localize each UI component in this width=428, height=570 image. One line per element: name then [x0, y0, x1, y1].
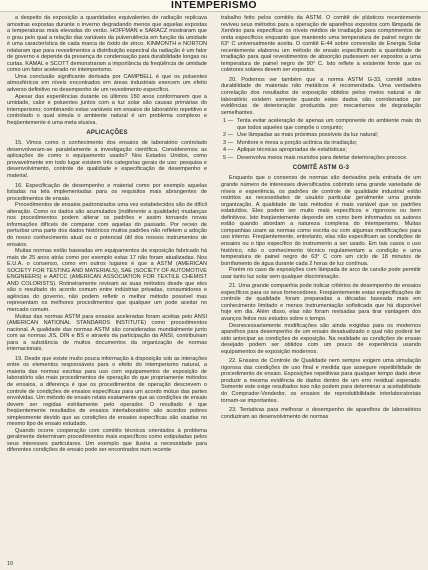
list-number: 4 — [223, 147, 234, 154]
list-text: Monitore e mexa a porção actínica da irradiação; [237, 139, 358, 146]
paragraph: Porém no caso de exposições com lâmpada de arco de carvão pode permitir usar tanto luz solar sem qualquer discriminação. [221, 267, 421, 280]
list-item [221, 132, 421, 139]
list-number: 5 — [223, 154, 234, 161]
paragraph: Quando ocorre cooperação com comitês técnicos orientados à problema geralmente determinam procedimentos mais específicos como estipuladas pelos seus interesses particulares. Um exemplo que ilustra a necessidade para diferentes condições de ensaio pode ser encontrados num recente [7, 427, 207, 454]
paragraph: Desnecessariamente modificações são ainda exigidas para os modernos aparelhos para desempenho de um ensaio desatualizado o qual não poderá ter sido antecipar as condições de exposição. Na realidade as condições de ensaio desejado podem ser obtidos com um pouco de experiência usando equipamentos de exposição modernos. [221, 322, 421, 355]
page-number: 10 [7, 561, 14, 567]
list-number: 3 — [223, 139, 234, 146]
list-item [221, 118, 421, 131]
paragraph: a despeito da exposição a quantidades equivalentes de radiação replicava amostras expostas durante o inverno degradando menos que aquelas expostas a temperaturas mais elevadas do verão. HOFFMAN e SARACZ mostraram que o grau pelo qual a relação das variáveis da pulverulência em função da umidade é uma característica de cada marca de óxido de zinco. KINMONTH e NORTON relataram que para revestimentos a distribuição espectral da radiação é um fator de governo e depende da presença de condensação para durabilidade longas ou curtas. KAMAL e SCOTT demonstraram a importância da freqüência de umidade como um fator acelerado no intemperismo. [7, 15, 207, 74]
list-number: 2 — [223, 132, 234, 139]
paragraph: 20. Podemos ver também que a norma ASTM G-33, comitê sobre durabilidade de materiais não metálicos é recomendada. Uma verdadeira correlação dos resultados de exposição obtidos pelos meios natural e de laboratório existem somente quando estes dados são corroborados por evidências de deterioração produzida por mecanismos de degradação semelhantes. [221, 76, 421, 116]
list-item [221, 155, 421, 162]
section-heading: COMITÊ ASTM G-3 [292, 165, 350, 172]
list-text: Use lâmpadas as mais próximas possíveis da luz natural; [237, 132, 379, 139]
section-heading: APLICAÇÕES [86, 130, 128, 137]
list-text: Tenta evitar aceleração de apenas um componente do ambiente mais do que todos aqueles que compõe o conjunto; [237, 118, 421, 131]
left-column [7, 15, 207, 563]
paragraph: Apesar das experiências durante os últimos 150 anos conformarem que a umidade, calor e poluentes juntos com a luz solar são causas primárias do intemperismo; combinando estas variáveis em ensaios de laboratório repetitivo e controlado o qual simula o ambiente natural é um problema complexo e freqüentemente é uma meta elusiva. [7, 93, 207, 126]
right-column [221, 15, 421, 563]
paragraph: Uma conclusão significante derivada por CAMPBELL é que os poluentes atmosféricos em níveis encontrados em áreas industriais exercem um efeito adverso definitivo no desempenho de um revestimento específico. [7, 73, 207, 94]
list-number: 1 — [223, 118, 234, 125]
paragraph: trabalho feito pelos comitês da ASTM. O comitê de plásticos recentemente reviveu seus métodos para a operação de aparelhos expostos com lâmpada de Xenônio para especificar os níveis médios de irradiação para comprimentos de onda específicos enquanto que mantendo uma temperatura de painel negro de 63° C universalmente aceita. O comitê E-44 sobre conversão de Energia Solar recentemente elaborou um método de ensaio especificando a quantidade de irradiação para qual revestimentos de absorção pudessem ser expostos a uma temperatura de painel negro de 90° C. Isto reflete a existente fonte que os coletores solares devem ser expostos. [221, 15, 421, 74]
paragraph: 15. Vimos como o conhecimento dos ensaios de laboratório controlado desenvolveram-se paralelamente a investigação científica. Consideremos as aplicações de como o equipamento usado? Nos Estados Unidos, como provavelmente em todo lugar existem três categorias gerais de uso: pesquisa e desenvolvimento, controle de qualidade e especificação de desempenho e material. [7, 140, 207, 180]
paragraph: Procedimentos de ensaios padronizados uma vez estabelecidos são de difícil alteração. Como os dados são acumulados (indiferente a qualidade) mudanças nos procedimentos podem alterar os padrões e assim tornando novas informações difíceis de comparar com aquelas do passado. Por receio de perturbar uma parte dos dados históricos muitos padrões não refletem a adoção do nosso conhecimento atual ou o potencial útil dos nossos instrumentos de ensaios. [7, 202, 207, 248]
paragraph: 21. Uma grande companhia pode indicar critérios de desempenho de ensaios específicos para os seus fornecedores. Freqüentemente estas especificações de controle de qualidade foram preparadas a décadas baseada mais em conhecimento limitado e menos instrumentação sofisticada que há disponível hoje em dia. Além disso, elas não foram revisadas para tirar vantagem dos avanços feitos nos estudos sobre o tempo. [221, 283, 421, 322]
list-item [221, 147, 421, 154]
list-item [221, 140, 421, 147]
paragraph: 23. Tentativas para melhorar o desempenho de aparelhos de laboratórios conduziram ao desenvolvimento de normas [221, 407, 421, 420]
paragraph: 19. Desde que existe muito pouca informação à disposição sob as interações entre os elementos responsáveis para o efeito do intemperismo natural, a maioria das normas escritas para uso com equipamentos de exposição de laboratório são mais procedimentos de operação do que propriamente métodos de ensaios, a diferença é que os procedimentos de operação descrevem o controle de condições de ensaios específicas para um acordo mútuo das partes envolvidas. Um método de ensaio relata exatamente que as condições de ensaio devem ser regidas estritamente pelo operador. O resultado é que freqüentemente resultados de ensaios interlaboratório são acordos pobres simplesmente devido que as condições de ensaios específicas são usadas no mesmo tipo de ensaio estudado. [7, 355, 207, 428]
numbered-list [221, 118, 421, 161]
list-text: Desenvolva meios mais reunidos para detetar deteriorações precoce. [237, 154, 408, 161]
paragraph: 22. Ensaios de Controle de Qualidade nem sempre exigem uma simulação rigorosa das condições de uso final e medida que assegure repetibilidade de procedimento de ensaio. Exposições repetitivas para qualquer tempo dado deve produzir a mesma evidência de dados dentro de um erro residual esperado. Somente este exige resultados isso não podem para determinar a aceitabilidade do Comprador-Vendedor, os ensaios de reprodutibilidade interlaboratoriais tornam-se importantes. [221, 358, 421, 404]
paragraph: Enquanto que o consenso de normas são derivados pela entrada de um grande número de interesses diversificados cobrindo uma grande variedade de níveis e experiência, os padrões de controle de qualidade industrial estão restritos as necessidades de usuário particular geralmente uma grande organização. A qualidade de tais métodos é mais variável que os padrões estatuídos. Eles podem ser muito mais específicos e rigorosos ou bem definitivos. Isto freqüentemente depende em como bem informados os autores estão quando abordam a natureza complexa do intemperismo. Muitas companhias usam as normas como escrita ou com algumas modificações para uso interno. Freqüentemente, entretanto, elas não especificam as condições de ensaios ou o tipo específico do instrumento a ser usado. Em tais casos o uso histórico, não o conhecimento técnico regulamentam a condição e uma temperatura de painel negro de 63° C com um ciclo de 18 minutos de borrifamento de água durante cada 2 horas de luz contínua. [221, 175, 421, 267]
paragraph: Muitas normas estão baseadas em equipamentos de exposição fabricado há mais de 25 anos atrás como por exemplo estas 17 não foram atualizadas. Nos E.U.A. o consenso, como em outros lugares é que a ASTM (AMERICAN SOCIETY FOR TESTING AND MATERIALS), SAE (SOCIETY OF AUTOMOTIVE ENGINEERS) e AATCC (AMERICAN ASSOCIATION FOR TEXTILE CHEMIST AND COLORISTS). Rotineiramente revisam as suas métodos desde que eles são o resultado do acordo comum entre indústrias privadas, consumidores e agências do governo, não podem refletir o melhor método possível mas representam os melhores procedimentos que qualquer um pode aceitar no mercado comum. [7, 248, 207, 313]
paragraph: Muitas das normas ASTM para ensaios aceleradas foram aceitas pelo ANSI (AMERICAN NATIONAL STANDARDS INSTITUTE) como procedimentos nacional. A qualidade das normas ASTM são consideradas mundialmente junto com as normas JIS, DIN e BS e através da participação da ANSI, contribuiram para a substância de muitos documentos da organização de normas internacionais. [7, 313, 207, 353]
page-title: INTEMPERISMO [171, 0, 257, 11]
page-header [0, 0, 428, 12]
list-text: Aplique técnicas apropriadas de estatísticas; [237, 147, 347, 154]
paragraph: 16. Especificação de desempenho e material como por exemplo aquelas listadas na tela implementadas para os requisitos mais abrangentes de procedimentos de ensaio. [7, 182, 207, 202]
